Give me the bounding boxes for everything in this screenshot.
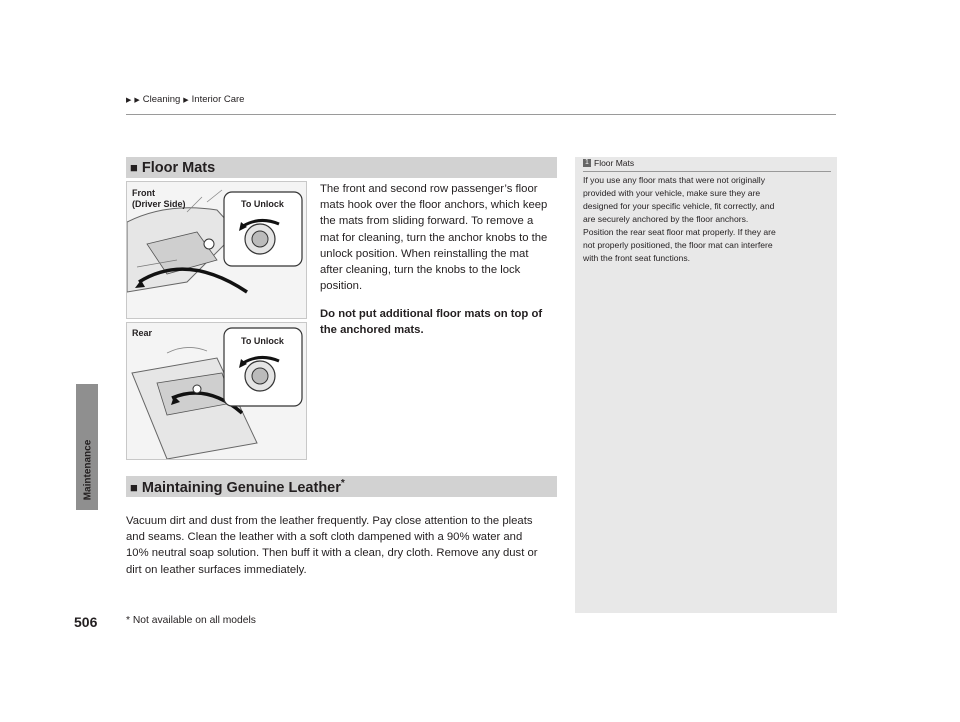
- floor-mats-warning: [320, 306, 560, 338]
- breadcrumb-arrow-icon: ▶: [126, 96, 132, 104]
- floor-mats-heading-text: Floor Mats: [141, 159, 216, 176]
- note-line: designed for your specific vehicle, fit correctly, and: [583, 201, 775, 211]
- footnote: * Not available on all models: [126, 615, 256, 626]
- sidebar-note-heading: [583, 158, 634, 168]
- warning-line: the anchored mats.: [320, 324, 424, 337]
- note-line: with the front seat functions.: [583, 253, 691, 263]
- body-line: 10% neutral soap solution. Then buff it with a clean, dry cloth. Remove any dust or: [126, 547, 538, 560]
- sidebar-note-title[interactable]: Floor Mats: [594, 158, 635, 168]
- floor-mats-body: [320, 181, 560, 294]
- body-line: The front and second row passenger’s floor: [320, 183, 538, 195]
- floor-mats-heading: [126, 160, 215, 176]
- breadcrumb: [126, 94, 244, 105]
- sidebar-note-divider: [583, 171, 831, 172]
- body-line: the mats from sliding forward. To remove a: [320, 215, 534, 228]
- breadcrumb-arrow-icon: ▶: [134, 96, 140, 104]
- note-reference-icon: 1: [583, 159, 591, 167]
- body-line: dirt on leather surfaces immediately.: [126, 563, 307, 576]
- body-line: position.: [320, 280, 363, 293]
- note-line: are securely anchored by the floor anchors.: [583, 214, 749, 224]
- illus-front-label: [132, 188, 186, 210]
- warning-line: Do not put additional floor mats on top of: [320, 308, 543, 320]
- body-line: after cleaning, turn the knobs to the lock: [320, 264, 521, 277]
- header-divider: [126, 114, 836, 115]
- breadcrumb-item-cleaning[interactable]: Cleaning: [142, 94, 181, 105]
- front-floor-mat-illustration: [126, 181, 307, 319]
- section-square-icon: ■: [130, 159, 138, 175]
- leather-heading: [126, 478, 345, 496]
- not-all-models-asterisk: *: [340, 477, 345, 489]
- illus-front-callout: To Unlock: [241, 199, 284, 209]
- breadcrumb-item-interior-care[interactable]: Interior Care: [191, 94, 245, 105]
- rear-floor-mat-illustration: [126, 322, 307, 460]
- body-line: unlock position. When reinstalling the mat: [320, 247, 529, 260]
- illus-rear-callout: To Unlock: [241, 336, 284, 346]
- illus-front-label-line2: (Driver Side): [132, 199, 186, 209]
- floor-mats-heading-bar: [126, 157, 557, 178]
- note-line: Position the rear seat floor mat properly. If they are: [583, 227, 776, 237]
- illus-rear-label: Rear: [132, 328, 153, 338]
- body-line: and seams. Clean the leather with a soft cloth dampened with a 90% water and: [126, 531, 523, 544]
- section-square-icon: ■: [130, 479, 138, 495]
- leather-heading-text: Maintaining Genuine Leather: [141, 479, 341, 496]
- body-line: mats hook over the floor anchors, which keep: [320, 199, 548, 212]
- breadcrumb-arrow-icon: ▶: [183, 96, 189, 104]
- leather-body: [126, 513, 566, 578]
- note-line: provided with your vehicle, make sure they are: [583, 188, 761, 198]
- body-line: Vacuum dirt and dust from the leather frequently. Pay close attention to the pleats: [126, 515, 533, 527]
- page-number: 506: [74, 614, 98, 630]
- chapter-tab-label[interactable]: Maintenance: [82, 439, 94, 501]
- sidebar-note-text: [583, 174, 829, 265]
- body-line: mat for cleaning, turn the anchor knobs to the: [320, 231, 548, 244]
- note-line: not properly positioned, the floor mat can interfere: [583, 240, 773, 250]
- note-line: If you use any floor mats that were not originally: [583, 175, 765, 185]
- illus-front-label-line1: Front: [132, 188, 155, 198]
- leather-heading-bar: [126, 476, 557, 497]
